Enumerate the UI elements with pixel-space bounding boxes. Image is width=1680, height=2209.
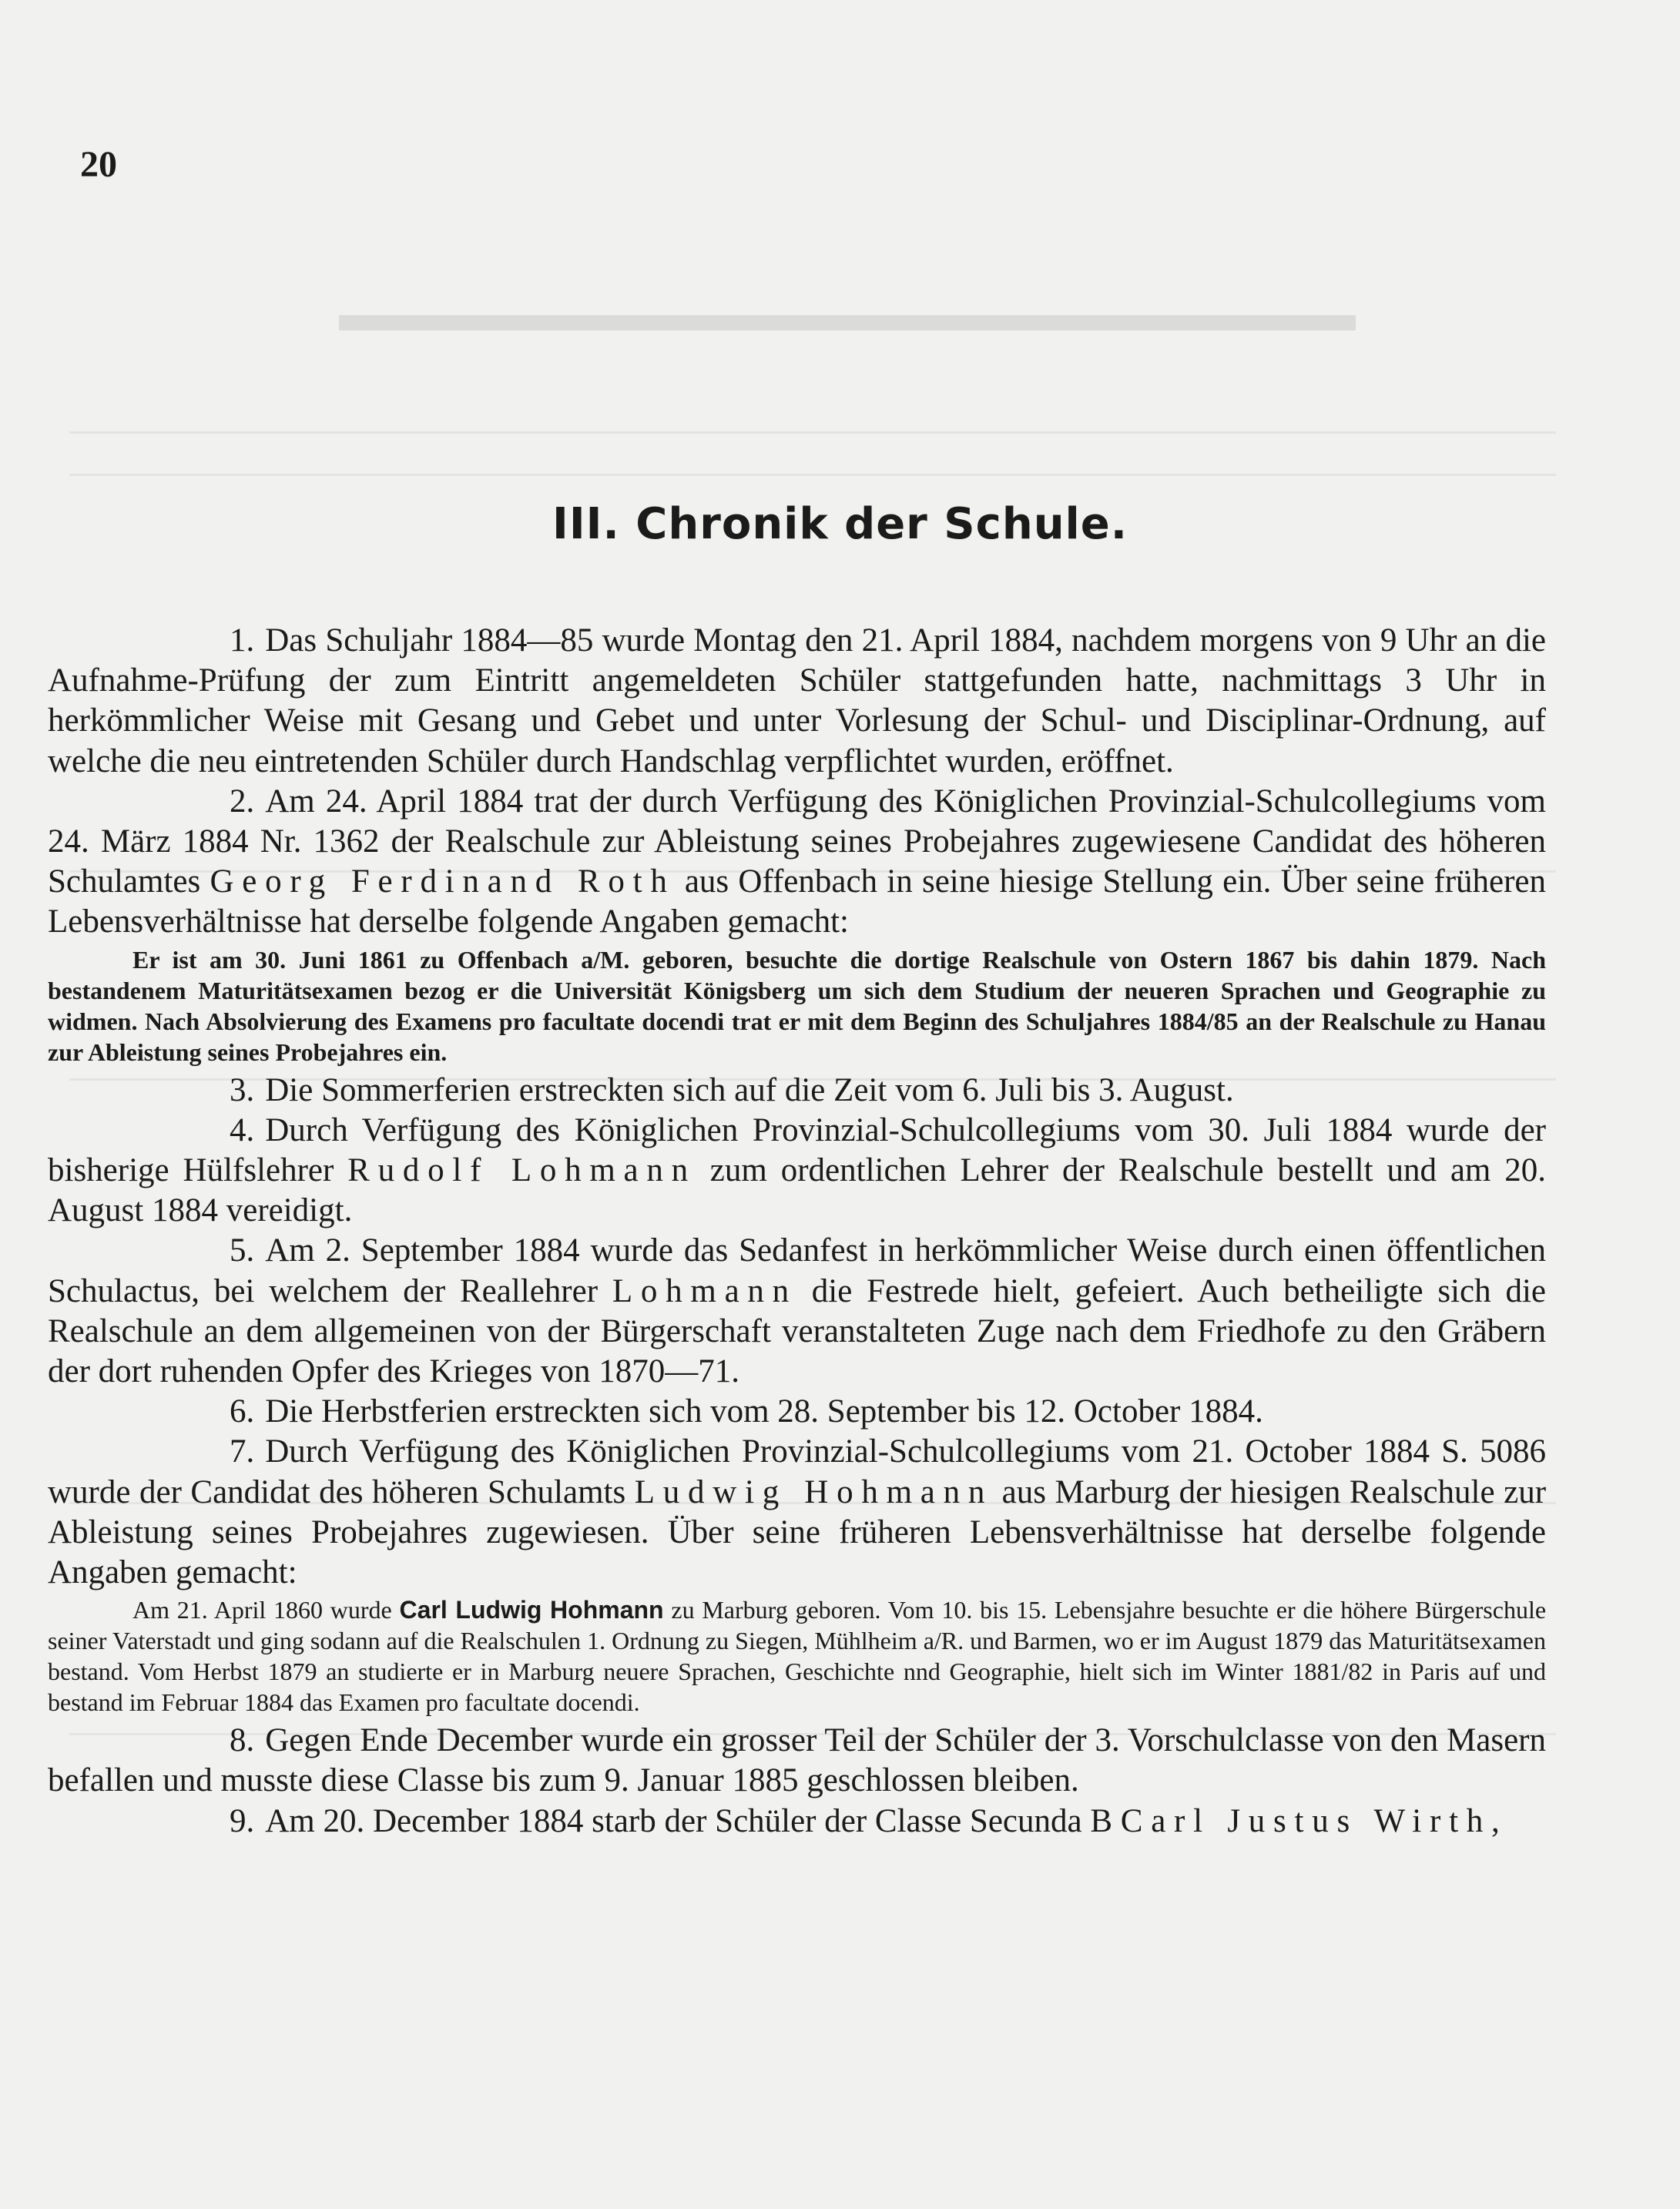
item-text: Die Sommerferien erstreckten sich auf die Zeit vom 6. Juli bis 3. August. bbox=[265, 1071, 1234, 1108]
person-name: Lohmann bbox=[612, 1272, 797, 1309]
item-text: zum ordentlichen Lehrer der Realschule bestellt und am 20. August 1884 vereidigt. bbox=[48, 1152, 1547, 1229]
page-number: 20 bbox=[80, 144, 117, 185]
biography-note bbox=[48, 1594, 1546, 1718]
item-number: 2. bbox=[230, 783, 255, 820]
chronicle-item-8 bbox=[48, 1721, 1546, 1801]
chronicle-item-1 bbox=[48, 621, 1546, 782]
person-name: Carl Ludwig Hohmann bbox=[399, 1596, 664, 1624]
item-text: aus Offenbach in seine hiesige Stellung ein. Über seine früheren Lebensverhältnisse hat derselbe folgende Angaben gemacht: bbox=[48, 863, 1547, 940]
item-text: Das Schuljahr 1884—85 wurde Montag den 21. April 1884, nachdem morgens von 9 Uhr an die Aufnahme-Prüfung der zum Eintritt angemeldeten Schüler stattgefunden hatte, nachmittags 3 Uhr in herkömmlicher Weise mit Gesang und Gebet und unter Vorlesung der Schul- und Disciplinar-Ordnung, auf welche die neu eintretenden Schüler durch Handschlag verpflichtet wurden, eröffnet. bbox=[48, 622, 1546, 779]
person-name: Ludwig Hohmann bbox=[634, 1473, 994, 1510]
item-text: Durch Verfügung des Königlichen Provinzial-Schulcollegiums vom 30. Juli 1884 wurde der bisherige Hülfslehrer bbox=[48, 1111, 1546, 1189]
item-number: 5. bbox=[230, 1232, 255, 1269]
item-number: 7. bbox=[230, 1433, 255, 1470]
item-number: 8. bbox=[230, 1722, 255, 1759]
item-text: Am 24. April 1884 trat der durch Verfügung des Königlichen Provinzial-Schulcollegiums vom 24. März 1884 Nr. 1362 der Realschule zur Ableistung seines Probejahres zugewiesene Candidat des höheren Schulamtes bbox=[48, 783, 1546, 900]
person-name: Georg Ferdinand Roth bbox=[210, 863, 676, 900]
person-name: Rudolf Lohmann bbox=[347, 1152, 696, 1189]
person-name: Carl Justus Wirth, bbox=[1120, 1802, 1508, 1839]
item-number: 1. bbox=[230, 622, 255, 659]
chronicle-item-3 bbox=[48, 1071, 1546, 1111]
item-text: aus Marburg der hiesigen Realschule zur Ableistung seines Probejahres zugewiesen. Über seine früheren Lebensverhältnisse hat derselbe folgende Angaben gemacht: bbox=[48, 1473, 1547, 1591]
chronicle-body bbox=[48, 621, 1546, 1842]
item-number: 9. bbox=[230, 1802, 255, 1839]
chronicle-item-9 bbox=[48, 1802, 1546, 1842]
item-text: die Festrede hielt, gefeiert. Auch betheiligte sich die Realschule an dem allgemeinen von der Bürgerschaft veranstalteten Zuge nach dem Friedhofe zu den Gräbern der dort ruhenden Opfer des Krieges von 1870—71. bbox=[48, 1272, 1547, 1390]
item-number: 4. bbox=[230, 1111, 255, 1148]
chronicle-item-6 bbox=[48, 1392, 1546, 1432]
item-text: Die Herbstferien erstreckten sich vom 28. September bis 12. October 1884. bbox=[265, 1393, 1263, 1430]
chronicle-item-7 bbox=[48, 1432, 1546, 1593]
note-text: zu Marburg geboren. Vom 10. bis 15. Lebensjahre besuchte er die höhere Bürgerschule seiner Vaterstadt und ging sodann auf die Realschulen 1. Ordnung zu Siegen, Mühlheim a/R. und Barmen, wo er im August 1879 das Maturitätsexamen bestand. Vom Herbst 1879 an studierte er in Marburg neuere Sprachen, Geschichte nnd Geographie, hielt sich im Winter 1881/82 in Paris auf und bestand im Februar 1884 das Examen pro facultate docendi. bbox=[48, 1596, 1547, 1717]
chronicle-item-5 bbox=[48, 1231, 1546, 1392]
chronicle-item-2 bbox=[48, 782, 1546, 943]
bleed-through-title-shape: ▬▬▬▬▬▬▬▬▬▬▬▬▬▬▬▬▬▬▬▬ bbox=[339, 286, 1356, 342]
chronicle-item-4 bbox=[48, 1111, 1546, 1232]
section-heading: III. Chronik der Schule. bbox=[552, 499, 1128, 549]
item-number: 3. bbox=[230, 1071, 255, 1108]
item-text: Am 2. September 1884 wurde das Sedanfest in herkömmlicher Weise durch einen öffentlichen Schulactus, bei welchem der Reallehrer bbox=[48, 1232, 1546, 1309]
item-text: Durch Verfügung des Königlichen Provinzial-Schulcollegiums vom 21. October 1884 S. 5086 wurde der Candidat des höheren Schulamts bbox=[48, 1433, 1546, 1510]
item-number: 6. bbox=[230, 1393, 255, 1430]
biography-note: Er ist am 30. Juni 1861 zu Offenbach a/M. geboren, besuchte die dortige Realschule von Ostern 1867 bis dahin 1879. Nach bestandenem Maturitätsexamen bezog er die Universität Königsberg um sich dem Studium der neueren Sprachen und Geographie zu widmen. Nach Absolvierung des Examens pro facultate docendi trat er mit dem Beginn des Schuljahres 1884/85 an der Realschule zu Hanau zur Ableistung seines Probejahres ein. bbox=[48, 945, 1546, 1066]
note-text: Am 21. April 1860 wurde bbox=[132, 1596, 392, 1624]
item-text: Gegen Ende December wurde ein grosser Teil der Schüler der 3. Vorschulclasse von den Masern befallen und musste diese Classe bis zum 9. Januar 1885 geschlossen bleiben. bbox=[48, 1722, 1546, 1799]
item-text: Am 20. December 1884 starb der Schüler der Classe Secunda B bbox=[265, 1802, 1113, 1839]
